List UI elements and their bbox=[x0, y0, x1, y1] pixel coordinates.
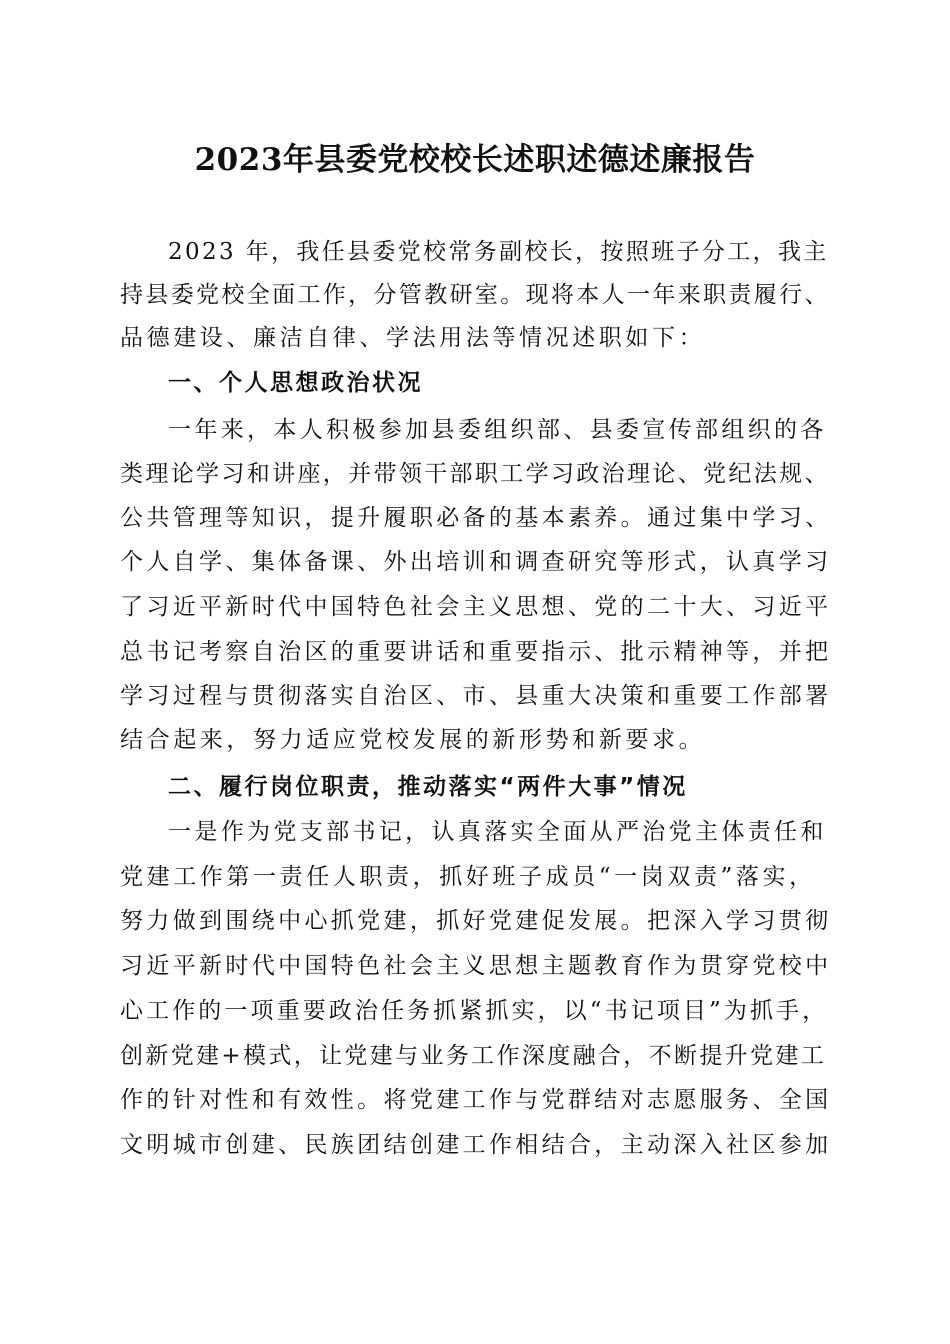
paragraph-line: 努力做到围绕中心抓党建，抓好党建促发展。把深入学习贯彻 bbox=[120, 908, 832, 934]
paragraph-line: 2023 年，我任县委党校常务副校长，按照班子分工，我主 bbox=[168, 239, 829, 265]
document-title: 2023年县委党校校长述职述德述廉报告 bbox=[194, 142, 756, 178]
paragraph-line: 创新党建+模式，让党建与业务工作深度融合，不断提升党建工 bbox=[120, 1043, 827, 1069]
paragraph-line: 作的针对性和有效性。将党建工作与党群结对志愿服务、全国 bbox=[120, 1087, 832, 1113]
paragraph-line: 持县委党校全面工作，分管教研室。现将本人一年来职责履行、 bbox=[120, 282, 830, 308]
paragraph-line: 一年来，本人积极参加县委组织部、县委宣传部组织的各 bbox=[168, 417, 827, 443]
paragraph-line: 了习近平新时代中国特色社会主义思想、党的二十大、习近平 bbox=[120, 594, 832, 620]
section-heading: 一、个人思想政治状况 bbox=[168, 370, 423, 396]
paragraph-line: 学习过程与贯彻落实自治区、市、县重大决策和重要工作部署 bbox=[120, 683, 832, 709]
paragraph-line: 品德建设、廉洁自律、学法用法等情况述职如下： bbox=[120, 325, 706, 351]
paragraph-line: 心工作的一项重要政治任务抓紧抓实，以“书记项目”为抓手， bbox=[120, 998, 829, 1024]
paragraph-line: 一是作为党支部书记，认真落实全面从严治党主体责任和 bbox=[168, 819, 827, 845]
paragraph-line: 个人自学、集体备课、外出培训和调查研究等形式，认真学习 bbox=[120, 549, 832, 575]
paragraph-line: 文明城市创建、民族团结创建工作相结合，主动深入社区参加 bbox=[120, 1132, 832, 1158]
section-heading: 二、履行岗位职责，推动落实“两件大事”情况 bbox=[168, 774, 688, 800]
paragraph-line: 习近平新时代中国特色社会主义思想主题教育作为贯穿党校中 bbox=[120, 953, 832, 979]
paragraph-line: 公共管理等知识，提升履职必备的基本素养。通过集中学习、 bbox=[120, 505, 832, 531]
paragraph-line: 结合起来，努力适应党校发展的新形势和新要求。 bbox=[120, 727, 706, 753]
paragraph-line: 党建工作第一责任人职责，抓好班子成员“一岗双责”落实， bbox=[120, 864, 816, 890]
paragraph-line: 总书记考察自治区的重要讲话和重要指示、批示精神等，并把 bbox=[120, 639, 832, 665]
paragraph-line: 类理论学习和讲座，并带领干部职工学习政治理论、党纪法规、 bbox=[120, 461, 830, 487]
